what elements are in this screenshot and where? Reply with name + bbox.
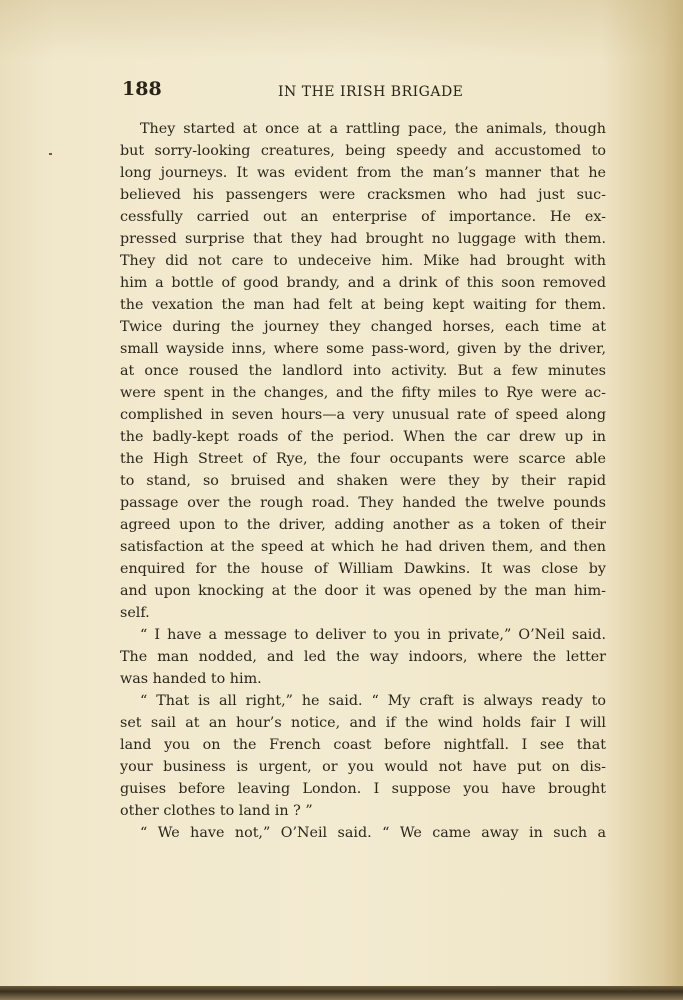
text-line: satisfaction at the speed at which he had driven them, and then [120,539,606,555]
text-line: was handed to him. [120,671,262,687]
text-line: long journeys. It was evident from the man’s manner that he [120,165,606,181]
text-line: to stand, so bruised and shaken were they by their rapid [120,473,606,489]
text-line: him a bottle of good brandy, and a drink of this soon removed [120,275,606,291]
text-line: passage over the rough road. They handed the twelve pounds [120,495,606,511]
text-line: complished in seven hours—a very unusual rate of speed along [120,407,606,423]
text-line: the badly-kept roads of the period. When the car drew up in [120,429,606,445]
page-header [122,78,607,102]
text-line: agreed upon to the driver, adding another as a token of their [120,517,606,533]
text-line: the vexation the man had felt at being kept waiting for them. [120,297,606,313]
text-line: small wayside inns, where some pass-word, given by the driver, [120,341,606,357]
text-line: guises before leaving London. I suppose you have brought [120,781,606,797]
margin-mark [49,153,52,155]
text-line: “ That is all right,” he said. “ My craft is always ready to [140,693,606,709]
text-line: set sail at an hour’s notice, and if the wind holds fair I will [120,715,606,731]
text-line: cessfully carried out an enterprise of importance. He ex- [120,209,606,225]
text-line: the High Street of Rye, the four occupants were scarce able [120,451,606,467]
text-line: “ We have not,” O’Neil said. “ We came away in such a [140,825,606,841]
text-line: were spent in the changes, and the fifty miles to Rye were ac- [120,385,606,401]
text-line: at once roused the landlord into activity. But a few minutes [120,363,606,379]
text-line: self. [120,605,150,621]
text-line: land you on the French coast before nightfall. I see that [120,737,606,753]
page-number: 188 [122,78,162,100]
text-line: enquired for the house of William Dawkins. It was close by [120,561,606,577]
text-line: Twice during the journey they changed horses, each time at [120,319,606,335]
text-line: but sorry-looking creatures, being speedy and accustomed to [120,143,606,159]
text-line: and upon knocking at the door it was opened by the man him- [120,583,606,599]
text-line: your business is urgent, or you would not have put on dis- [120,759,606,775]
text-line: They started at once at a rattling pace, the animals, though [140,121,606,137]
body-text [120,118,606,844]
text-line: other clothes to land in ? ” [120,803,313,819]
text-line: They did not care to undeceive him. Mike had brought with [120,253,606,269]
text-line: “ I have a message to deliver to you in private,” O’Neil said. [140,627,606,643]
running-head: IN THE IRISH BRIGADE [278,84,464,100]
text-line: pressed surprise that they had brought no luggage with them. [120,231,606,247]
page-bottom-edge [0,986,683,1000]
text-line: The man nodded, and led the way indoors, where the letter [120,649,606,665]
text-line: believed his passengers were cracksmen who had just suc- [120,187,606,203]
